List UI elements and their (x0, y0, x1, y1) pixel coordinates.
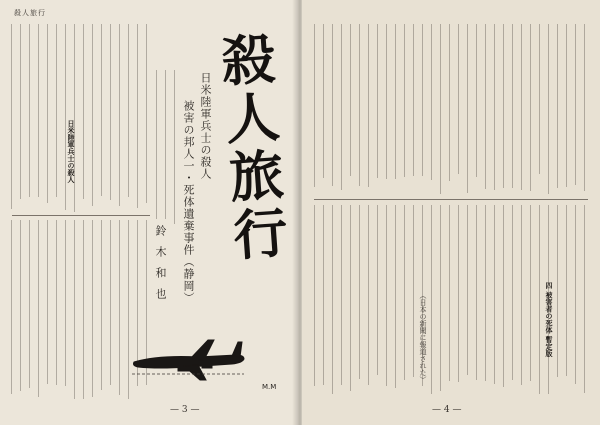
text-line (110, 220, 111, 385)
text-line (485, 24, 486, 189)
text-line (137, 24, 138, 208)
text-line (467, 205, 468, 375)
page-number-left: — 3 — (170, 405, 200, 415)
left-upper-text-block (10, 24, 150, 214)
page-number-right: — 4 — (432, 405, 462, 415)
text-line (458, 205, 459, 382)
text-line (92, 220, 93, 397)
article-subtitle-1: 日米陸軍兵士の殺人 (199, 72, 212, 180)
text-line (404, 24, 405, 177)
text-line (314, 24, 315, 187)
left-page (0, 0, 298, 425)
text-line (29, 24, 30, 197)
text-line (38, 24, 39, 197)
text-line (83, 24, 84, 199)
text-line (386, 205, 387, 386)
text-line (341, 24, 342, 190)
text-line (440, 205, 441, 391)
text-line (440, 24, 441, 194)
text-line (38, 220, 39, 397)
text-line (146, 24, 147, 203)
text-line (65, 220, 66, 386)
text-line (101, 220, 102, 390)
airplane-illustration (128, 328, 248, 388)
text-line (29, 220, 30, 388)
text-line (422, 24, 423, 176)
text-line (494, 24, 495, 190)
text-line (20, 24, 21, 199)
text-line (539, 205, 540, 394)
text-line (539, 24, 540, 174)
right-upper-text-block (312, 24, 588, 194)
text-line (350, 205, 351, 391)
text-line (128, 24, 129, 197)
text-line (575, 24, 576, 185)
section-heading-left: 日米陸軍兵士の殺人 (67, 120, 75, 183)
text-line (557, 24, 558, 188)
text-line (557, 205, 558, 377)
text-line (449, 24, 450, 181)
text-line (584, 205, 585, 393)
text-line (350, 24, 351, 176)
text-line (503, 205, 504, 387)
text-line (368, 205, 369, 385)
text-line (47, 24, 48, 203)
text-line (368, 24, 369, 187)
text-line (110, 24, 111, 200)
text-line (530, 24, 531, 191)
text-line (332, 24, 333, 186)
text-line (503, 24, 504, 188)
right-page (302, 0, 600, 425)
text-line (404, 205, 405, 380)
text-line (92, 24, 93, 206)
column-divider-left (12, 215, 150, 216)
text-line (566, 205, 567, 376)
text-line (521, 24, 522, 190)
text-line (476, 205, 477, 380)
right-caption: （日本の新聞に報道された） (419, 292, 427, 383)
text-line (566, 24, 567, 187)
text-line (359, 24, 360, 186)
text-line (359, 205, 360, 379)
text-line (119, 24, 120, 206)
text-line (485, 205, 486, 381)
text-line (119, 220, 120, 395)
text-line (521, 205, 522, 385)
article-subtitle-2: 被害の邦人一・死体遺棄事件（静岡） (182, 100, 195, 304)
text-line (395, 205, 396, 388)
text-line (74, 24, 75, 212)
text-line (476, 24, 477, 177)
text-line (56, 220, 57, 385)
text-line (332, 205, 333, 394)
text-line (575, 205, 576, 384)
text-line (314, 205, 315, 386)
text-line (431, 205, 432, 394)
text-line (377, 24, 378, 178)
text-line (11, 220, 12, 394)
text-line (413, 24, 414, 176)
text-line (413, 205, 414, 377)
text-line (165, 70, 166, 219)
author-name: 鈴木和也 (154, 225, 167, 309)
illustrator-signature: M.M (262, 383, 277, 391)
running-head-left: 殺人旅行 (14, 9, 46, 17)
text-line (584, 24, 585, 191)
text-line (512, 205, 513, 380)
text-line (530, 205, 531, 381)
text-line (467, 24, 468, 193)
text-line (494, 205, 495, 384)
text-line (11, 24, 12, 209)
text-line (101, 24, 102, 196)
text-line (323, 205, 324, 385)
text-line (431, 24, 432, 180)
text-line (174, 70, 175, 224)
text-line (20, 220, 21, 391)
text-line (548, 24, 549, 194)
text-line (377, 205, 378, 375)
article-title: 殺人旅行 (210, 30, 291, 266)
text-line (395, 24, 396, 179)
text-line (74, 220, 75, 399)
text-line (83, 220, 84, 399)
column-divider-right (314, 199, 588, 200)
text-line (386, 24, 387, 179)
text-line (512, 24, 513, 188)
left-title-side-text-block (150, 70, 178, 230)
text-line (458, 24, 459, 174)
section-heading-right: 四 被害者の死体 暫定版 (545, 282, 553, 357)
text-line (47, 220, 48, 384)
text-line (341, 205, 342, 385)
text-line (156, 70, 157, 219)
text-line (449, 205, 450, 381)
text-line (56, 24, 57, 197)
text-line (323, 24, 324, 178)
